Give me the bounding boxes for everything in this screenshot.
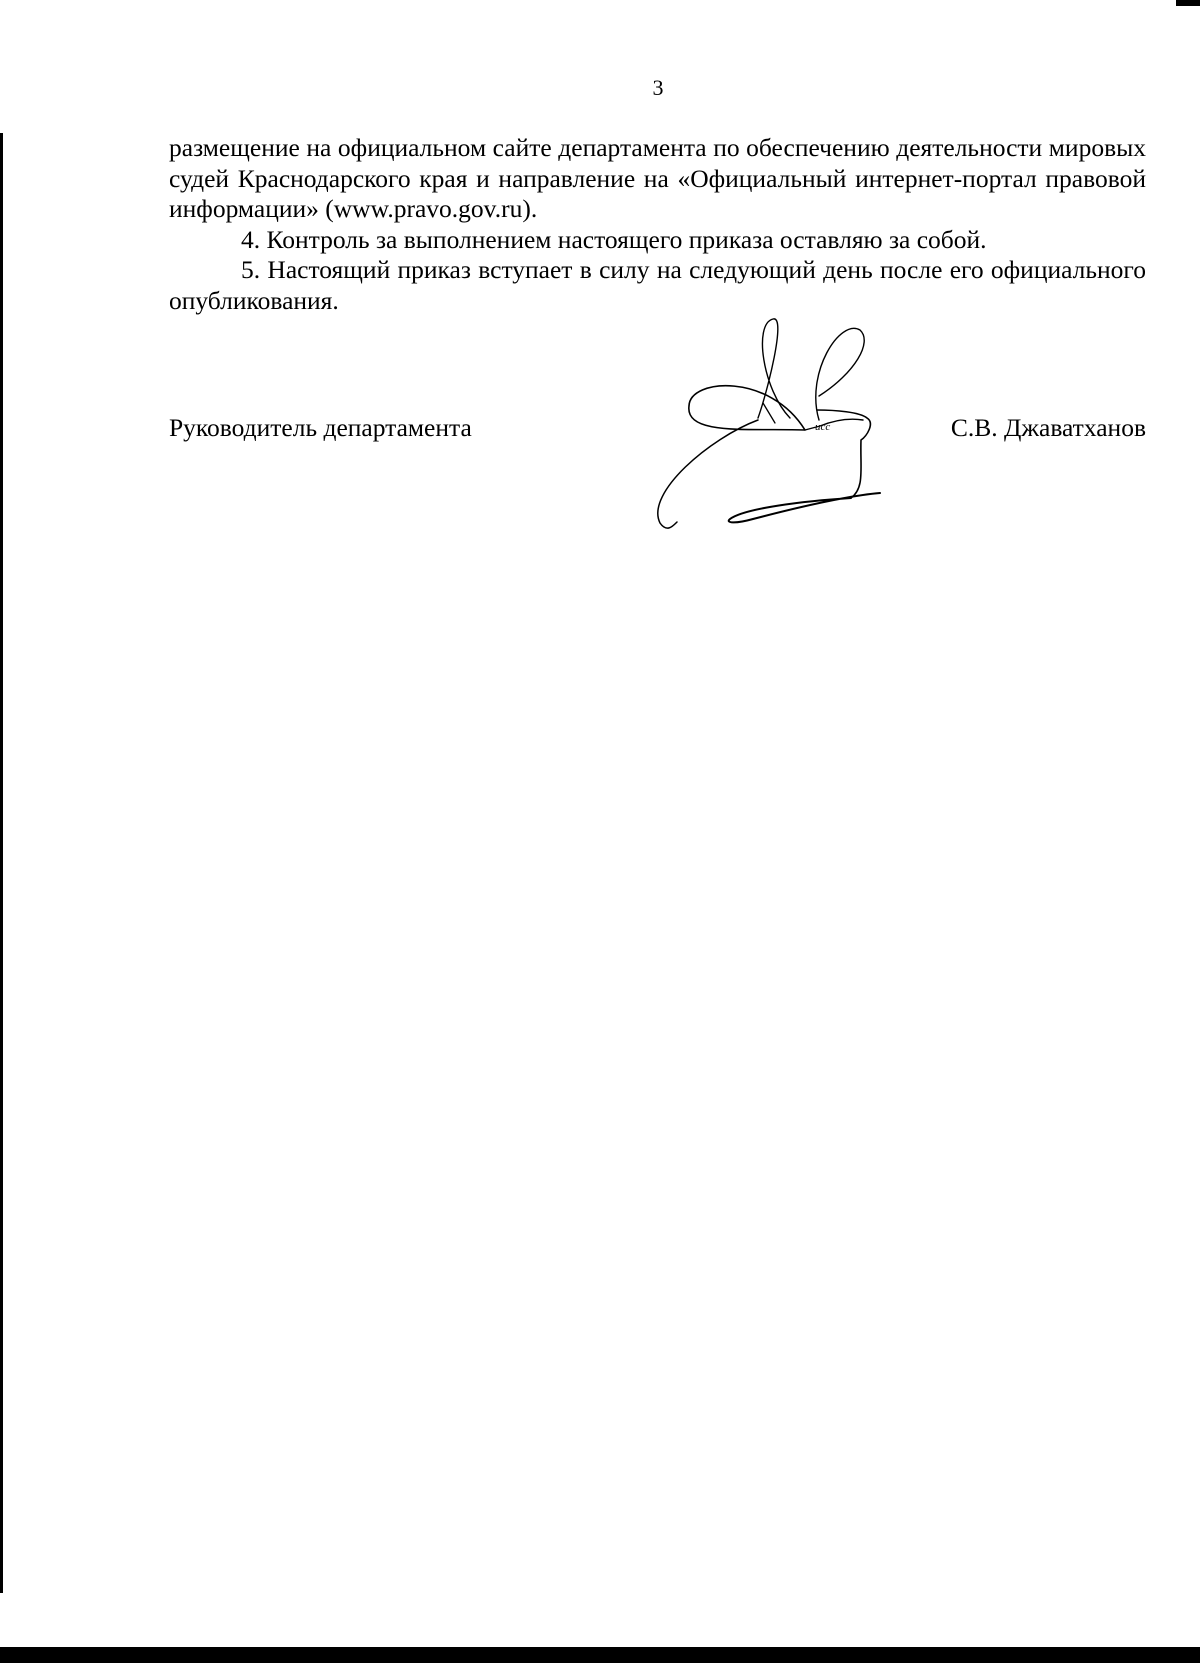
signer-position: Руководитель департамента <box>169 413 472 442</box>
page-number: 3 <box>652 75 664 100</box>
paragraph-item-5: 5. Настоящий приказ вступает в силу на следующий день после его официального опубликования. <box>169 255 1146 315</box>
paragraph-item-4: 4. Контроль за выполнением настоящего приказа оставляю за собой. <box>241 224 987 254</box>
signature-tall-loop-2 <box>816 328 864 420</box>
paragraph-continuation: размещение на официальном сайте департамента по обеспечению деятельности мировых судей Краснодарского края и направление на «Официальный интернет-портал правовой информации» (www.pravo.gov.ru). <box>169 133 1146 223</box>
signature-hook <box>763 403 775 423</box>
signer-name: С.В. Джаватханов <box>950 413 1146 442</box>
signature-cross-stroke <box>805 419 863 430</box>
signature-initials: исс <box>815 421 831 433</box>
scan-edge-left <box>0 133 3 1593</box>
handwritten-signature <box>655 318 925 558</box>
scan-edge-top-right <box>1176 0 1200 6</box>
scan-edge-bottom <box>0 1647 1200 1663</box>
signature-sweep <box>658 420 758 528</box>
signature-left-loop <box>689 386 805 430</box>
signature-underline <box>729 493 880 522</box>
document-body <box>169 133 1146 316</box>
